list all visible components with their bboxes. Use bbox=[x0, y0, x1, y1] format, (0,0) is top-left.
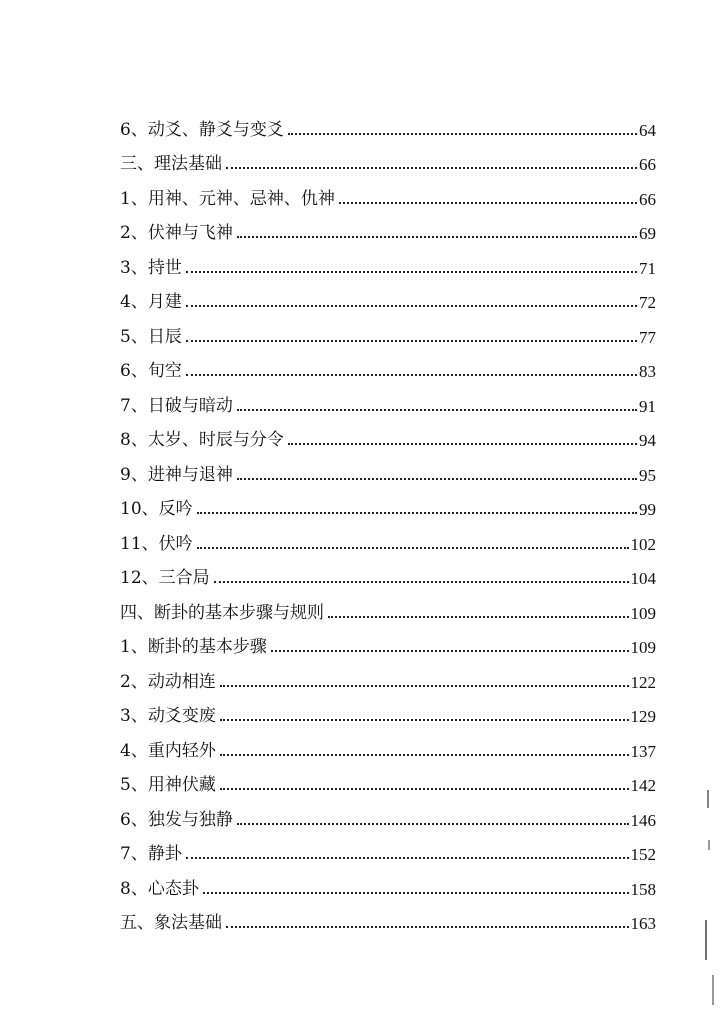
toc-entry-page: 69 bbox=[639, 224, 656, 243]
toc-entry-page: 122 bbox=[630, 672, 656, 692]
toc-entry-page: 109 bbox=[630, 603, 656, 623]
toc-entry bbox=[120, 277, 656, 312]
toc-entry-page: 152 bbox=[630, 845, 656, 864]
toc-entry-title: 五、象法基础 bbox=[120, 913, 222, 933]
dot-leader bbox=[220, 685, 629, 687]
toc-entry bbox=[120, 622, 656, 657]
toc-entry-title: 四、断卦的基本步骤与规则 bbox=[120, 602, 324, 623]
toc-entry-page: 142 bbox=[630, 776, 656, 795]
toc-entry-page: 129 bbox=[630, 707, 656, 726]
toc-entry bbox=[120, 449, 656, 484]
toc-entry bbox=[120, 794, 656, 829]
toc-entry-page: 158 bbox=[630, 879, 656, 899]
toc-entry bbox=[120, 898, 656, 933]
dot-leader bbox=[214, 581, 629, 583]
toc-entry-title: 7、静卦 bbox=[120, 844, 182, 864]
toc-entry-title: 5、日辰 bbox=[120, 326, 182, 347]
dot-leader bbox=[186, 340, 637, 342]
dot-leader bbox=[186, 271, 637, 273]
scan-artifact bbox=[705, 920, 707, 960]
dot-leader bbox=[203, 892, 629, 894]
toc-entry bbox=[120, 380, 656, 415]
toc-entry-page: 95 bbox=[639, 465, 656, 485]
toc-entry-title: 11、伏吟 bbox=[120, 533, 193, 554]
toc-entry bbox=[120, 139, 656, 174]
dot-leader bbox=[226, 167, 637, 169]
toc-entry-page: 66 bbox=[639, 189, 656, 209]
toc-entry-page: 66 bbox=[639, 155, 656, 174]
toc-entry-page: 137 bbox=[630, 741, 656, 761]
scan-artifact bbox=[708, 840, 710, 850]
toc-entry-title: 6、旬空 bbox=[120, 361, 182, 381]
dot-leader bbox=[220, 719, 629, 721]
toc-entry bbox=[120, 656, 656, 691]
toc-entry bbox=[120, 242, 656, 277]
dot-leader bbox=[288, 133, 637, 135]
dot-leader bbox=[271, 650, 629, 652]
toc-entry bbox=[120, 760, 656, 795]
dot-leader bbox=[220, 788, 629, 790]
toc-entry-title: 7、日破与暗动 bbox=[120, 395, 233, 416]
toc-entry-page: 71 bbox=[639, 258, 656, 278]
toc-entry-page: 146 bbox=[630, 810, 656, 830]
scan-artifact bbox=[707, 790, 709, 808]
toc-entry-title: 2、动动相连 bbox=[120, 671, 216, 692]
toc-entry-page: 83 bbox=[639, 362, 656, 381]
dot-leader bbox=[237, 409, 637, 411]
toc-entry-page: 91 bbox=[639, 396, 656, 416]
toc-entry bbox=[120, 311, 656, 346]
dot-leader bbox=[186, 305, 637, 307]
toc-entry-page: 99 bbox=[639, 500, 656, 519]
toc-entry-page: 94 bbox=[639, 431, 656, 450]
dot-leader bbox=[186, 857, 629, 859]
dot-leader bbox=[328, 616, 629, 618]
toc-entry bbox=[120, 518, 656, 553]
toc-entry bbox=[120, 553, 656, 588]
toc-entry bbox=[120, 829, 656, 864]
toc-entry bbox=[120, 587, 656, 622]
dot-leader bbox=[339, 202, 637, 204]
toc-entry-page: 104 bbox=[630, 569, 656, 588]
toc-entry-page: 77 bbox=[639, 327, 656, 347]
dot-leader bbox=[237, 478, 637, 480]
toc-entry-title: 3、持世 bbox=[120, 257, 182, 278]
toc-entry bbox=[120, 725, 656, 760]
toc-entry-page: 109 bbox=[630, 638, 656, 657]
toc-entry-title: 2、伏神与飞神 bbox=[120, 223, 233, 243]
toc-entry-title: 12、三合局 bbox=[120, 568, 210, 588]
toc-entry-page: 102 bbox=[630, 534, 656, 554]
toc-entry bbox=[120, 104, 656, 139]
dot-leader bbox=[220, 754, 629, 756]
toc-entry-title: 8、太岁、时辰与分令 bbox=[120, 430, 284, 450]
toc-entry bbox=[120, 208, 656, 243]
toc-entry-page: 72 bbox=[639, 293, 656, 312]
toc-entry-page: 64 bbox=[639, 120, 656, 140]
scan-artifact bbox=[712, 975, 714, 1005]
dot-leader bbox=[226, 926, 629, 928]
dot-leader bbox=[197, 547, 629, 549]
toc-entry bbox=[120, 415, 656, 450]
toc-entry-title: 10、反吟 bbox=[120, 499, 193, 519]
dot-leader bbox=[237, 823, 629, 825]
dot-leader bbox=[197, 512, 637, 514]
dot-leader bbox=[288, 443, 637, 445]
toc-entry-title: 8、心态卦 bbox=[120, 878, 199, 899]
toc-entry bbox=[120, 173, 656, 208]
dot-leader bbox=[186, 374, 637, 376]
toc-entry-title: 9、进神与退神 bbox=[120, 464, 233, 485]
toc-entry-title: 4、月建 bbox=[120, 292, 182, 312]
toc-entry bbox=[120, 863, 656, 898]
toc-entry-page: 163 bbox=[630, 914, 656, 933]
toc-entry-title: 1、用神、元神、忌神、仇神 bbox=[120, 188, 335, 209]
toc-entry bbox=[120, 346, 656, 381]
toc-entry-title: 6、动爻、静爻与变爻 bbox=[120, 119, 284, 140]
toc-entry-title: 5、用神伏藏 bbox=[120, 775, 216, 795]
toc-entry-title: 3、动爻变废 bbox=[120, 706, 216, 726]
toc-entry-title: 三、理法基础 bbox=[120, 154, 222, 174]
dot-leader bbox=[237, 236, 637, 238]
toc-entry-title: 4、重内轻外 bbox=[120, 740, 216, 761]
toc-entry-title: 1、断卦的基本步骤 bbox=[120, 637, 267, 657]
table-of-contents bbox=[120, 104, 656, 932]
toc-entry bbox=[120, 484, 656, 519]
toc-entry-title: 6、独发与独静 bbox=[120, 809, 233, 830]
toc-entry bbox=[120, 691, 656, 726]
